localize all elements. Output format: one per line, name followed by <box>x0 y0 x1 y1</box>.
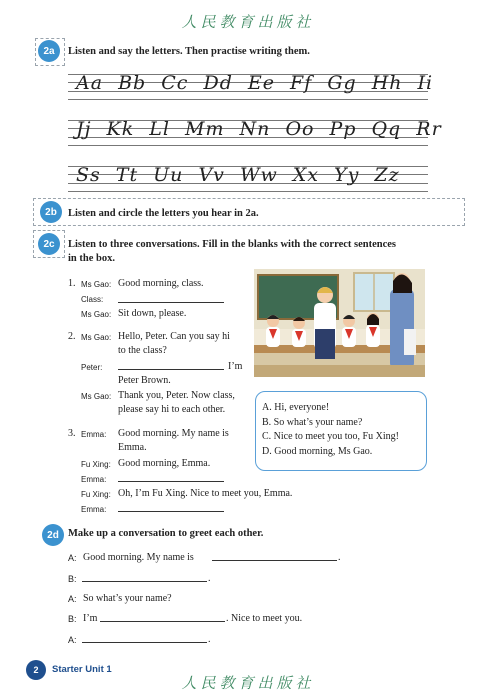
instruction-2c-line2: in the box. <box>68 253 115 264</box>
d-line5-end: . <box>208 634 211 645</box>
conv1-blank[interactable] <box>118 292 224 303</box>
conv1-number: 1. <box>68 278 76 289</box>
conv3-speaker-2: Fu Xing: <box>81 460 111 469</box>
section-badge-2c: 2c <box>38 233 60 255</box>
handwriting-row-1 <box>68 72 434 100</box>
publisher-footer: 人民教育出版社 <box>181 674 315 692</box>
handwriting-letters-2: Jj Kk Ll Mm Nn Oo Pp Qq Rr <box>76 118 442 140</box>
conv3-line-2: Good morning, Emma. <box>118 458 211 469</box>
conv1-speaker-2: Class: <box>81 295 104 304</box>
conv3-line-4: Oh, I’m Fu Xing. Nice to meet you, Emma. <box>118 488 293 499</box>
d-line2-blank[interactable] <box>82 571 207 582</box>
instruction-2d: Make up a conversation to greet each other. <box>68 528 264 539</box>
conv2-line-2b: Peter Brown. <box>118 375 171 386</box>
d-line2-speaker: B: <box>68 574 77 584</box>
conv3-number: 3. <box>68 428 76 439</box>
conv2-number: 2. <box>68 331 76 342</box>
conv2-line-1a: Hello, Peter. Can you say hi <box>118 331 230 342</box>
conv2-line-1b: to the class? <box>118 345 167 356</box>
d-line4-text: I’m <box>83 613 98 624</box>
conv1-line-3: Sit down, please. <box>118 308 187 319</box>
conv1-speaker-3: Ms Gao: <box>81 310 112 319</box>
handwriting-letters-3: Ss Tt Uu Vv Ww Xx Yy Zz <box>76 164 400 186</box>
d-line1-end: . <box>338 552 341 563</box>
option-b: B. So what’s your name? <box>262 416 363 428</box>
conv3-blank-1[interactable] <box>118 471 224 482</box>
d-line1-speaker: A: <box>68 553 77 563</box>
conv2-line-2a: I’m <box>228 361 243 372</box>
publisher-header: 人民教育出版社 <box>181 13 315 31</box>
conv3-speaker-4: Fu Xing: <box>81 490 111 499</box>
option-a: A. Hi, everyone! <box>262 402 330 413</box>
section-badge-2a: 2a <box>38 40 60 62</box>
conv3-speaker-1: Emma: <box>81 430 107 439</box>
d-line4-blank[interactable] <box>100 611 225 622</box>
conv2-blank[interactable] <box>118 359 224 370</box>
conv3-speaker-5: Emma: <box>81 505 107 514</box>
unit-label: Starter Unit 1 <box>52 664 112 675</box>
option-d: D. Good morning, Ms Gao. <box>262 445 373 457</box>
conv2-speaker-2: Peter: <box>81 363 103 372</box>
instruction-2b: Listen and circle the letters you hear in 2a. <box>68 208 259 219</box>
option-c: C. Nice to meet you too, Fu Xing! <box>262 431 399 442</box>
handwriting-row-2 <box>68 118 442 146</box>
conv3-speaker-3: Emma: <box>81 475 107 484</box>
answer-options-box <box>255 391 427 471</box>
d-line1-blank[interactable] <box>212 550 337 561</box>
conv2-line-3b: please say hi to each other. <box>118 404 226 415</box>
conv2-speaker-3: Ms Gao: <box>81 392 112 401</box>
section-badge-2b: 2b <box>40 201 62 223</box>
d-line4-end: . Nice to meet you. <box>226 613 303 624</box>
d-line3-text: So what’s your name? <box>83 593 172 604</box>
d-line4-speaker: B: <box>68 614 77 624</box>
conv2-speaker-1: Ms Gao: <box>81 333 112 342</box>
section-badge-2d: 2d <box>42 524 64 546</box>
d-line2-end: . <box>208 573 211 584</box>
conv1-line-1: Good morning, class. <box>118 278 204 289</box>
d-line5-speaker: A: <box>68 635 77 645</box>
d-line3-speaker: A: <box>68 594 77 604</box>
conv3-line-1a: Good morning. My name is <box>118 428 229 439</box>
d-line1-text: Good morning. My name is <box>83 552 194 563</box>
conv3-blank-2[interactable] <box>118 501 224 512</box>
instruction-2a: Listen and say the letters. Then practise writing them. <box>68 46 310 57</box>
conv2-line-3a: Thank you, Peter. Now class, <box>118 390 235 401</box>
page-number-badge: 2 <box>26 660 46 680</box>
d-line5-blank[interactable] <box>82 632 207 643</box>
handwriting-letters-1: Aa Bb Cc Dd Ee Ff Gg Hh Ii <box>76 72 434 94</box>
conv1-speaker-1: Ms Gao: <box>81 280 112 289</box>
classroom-illustration <box>254 269 425 377</box>
handwriting-row-3 <box>68 166 428 192</box>
conv3-line-1b: Emma. <box>118 442 147 453</box>
instruction-2c-line1: Listen to three conversations. Fill in the blanks with the correct sentences <box>68 239 396 250</box>
